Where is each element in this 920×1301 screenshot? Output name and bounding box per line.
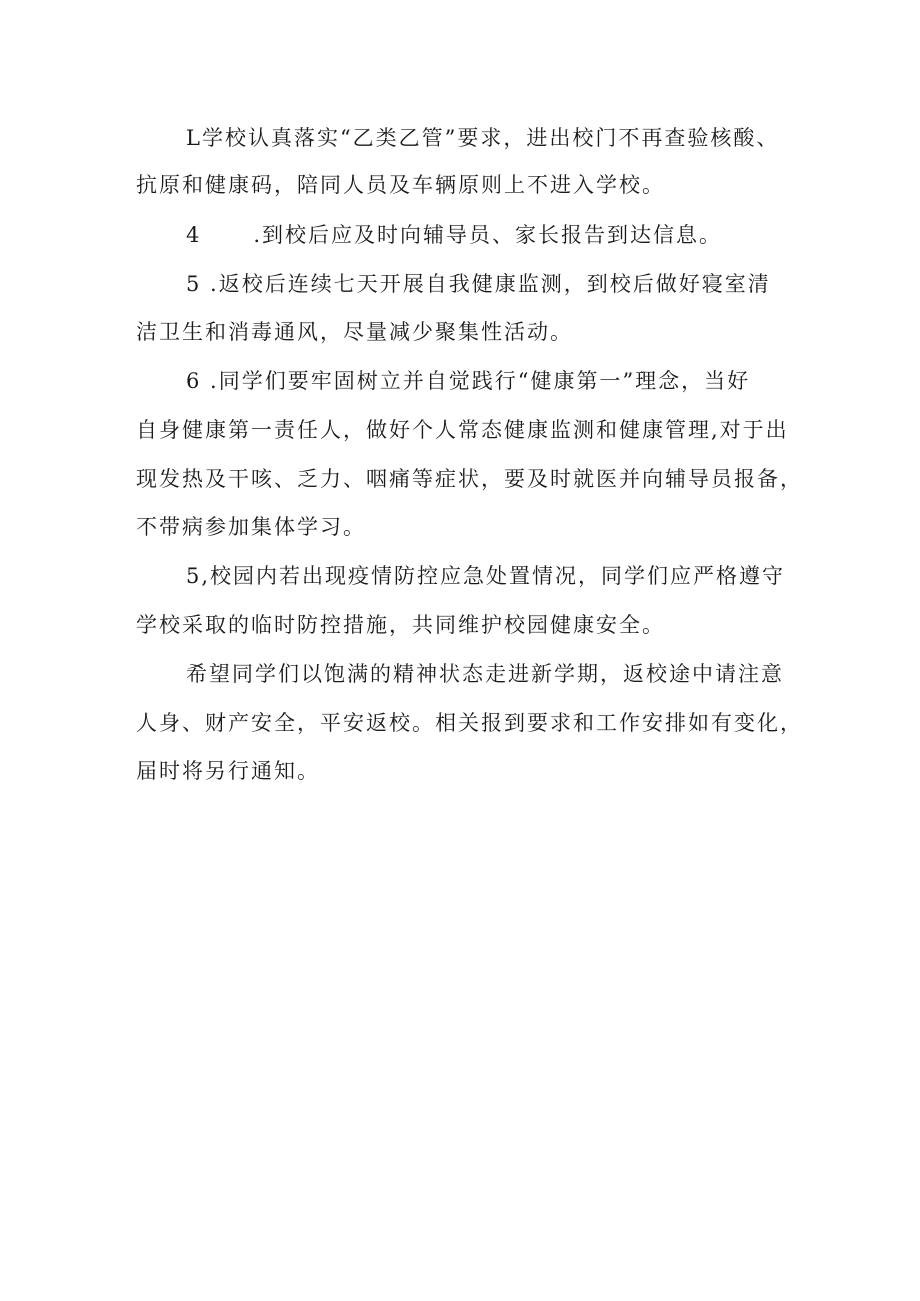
- paragraph-4-line-4: 不带病参加集体学习。: [136, 515, 366, 539]
- paragraph-6-line-1: 希望同学们以饱满的精神状态走进新学期，返校途中请注意: [186, 662, 784, 686]
- paragraph-4-line-3: 现发热及干咳、乏力、咽痛等症状，要及时就医并向辅导员报备，: [136, 467, 803, 491]
- paragraph-5-line-2: 学校采取的临时防控措施，共同维护校园健康安全。: [136, 613, 665, 637]
- paragraph-1-line-1: L学校认真落实“乙类乙管”要求，进出校门不再查验核酸、: [186, 126, 780, 150]
- paragraph-4-line-2: 自身健康第一责任人，做好个人常态健康监测和健康管理,对于出: [136, 418, 789, 442]
- item-text: .到校后应及时向辅导员、家长报告到达信息。: [253, 223, 723, 247]
- paragraph-1-line-2: 抗原和健康码，陪同人员及车辆原则上不进入学校。: [136, 173, 665, 197]
- item-number: 4: [186, 223, 202, 247]
- paragraph-3-line-1: 5 .返校后连续七天开展自我健康监测，到校后做好寝室清: [186, 272, 771, 296]
- paragraph-4-line-1: 6 .同学们要牢固树立并自觉践行“健康第一”理念，当好: [186, 369, 751, 393]
- paragraph-2-line-1: [186, 221, 722, 249]
- paragraph-5-line-1: 5,校园内若出现疫情防控应急处置情况，同学们应严格遵守: [186, 564, 786, 588]
- paragraph-3-line-2: 洁卫生和消毒通风，尽量减少聚集性活动。: [136, 320, 573, 344]
- paragraph-6-line-2: 人身、财产安全，平安返校。相关报到要求和工作安排如有变化，: [136, 711, 803, 735]
- paragraph-6-line-3: 届时将另行通知。: [136, 759, 320, 783]
